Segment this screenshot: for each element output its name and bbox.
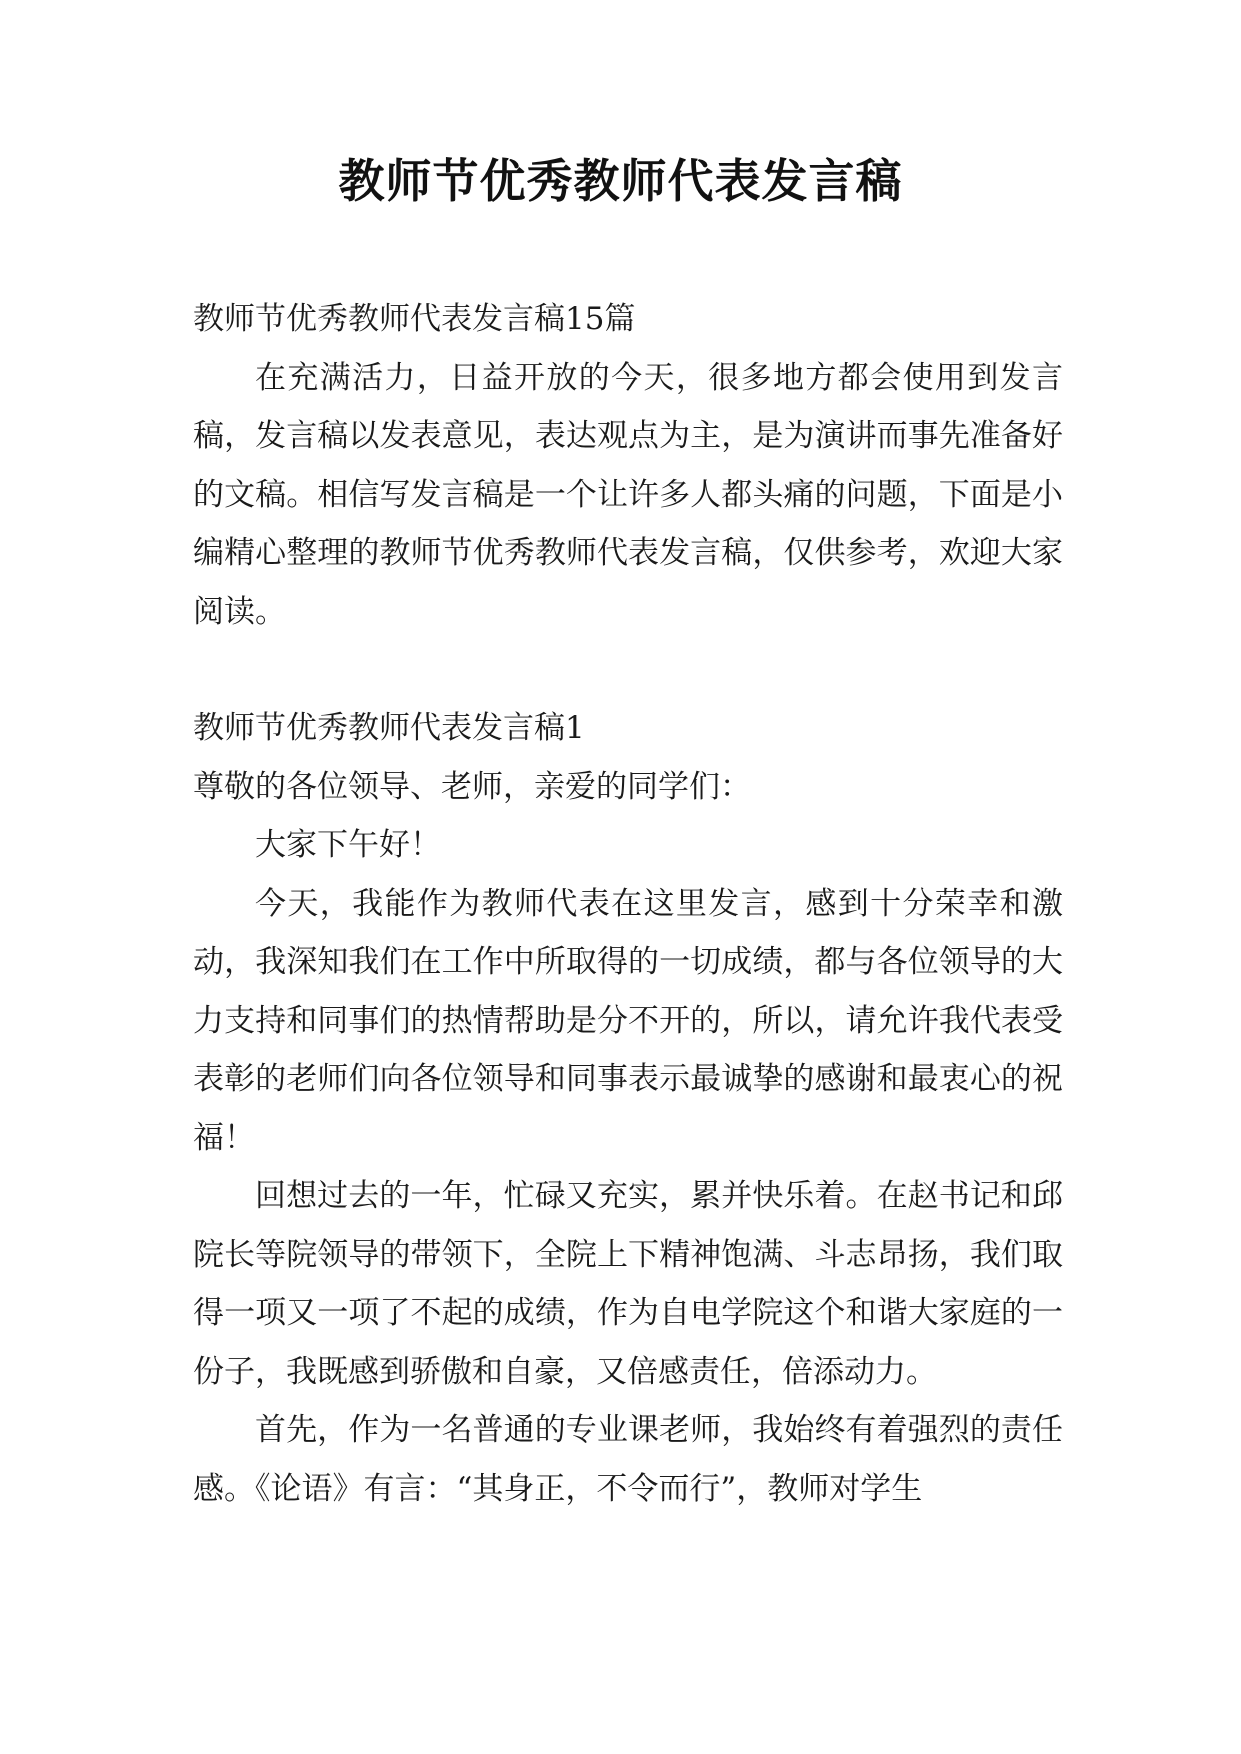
section-spacer: [193, 641, 1063, 699]
document-subtitle: 教师节优秀教师代表发言稿15篇: [193, 301, 636, 337]
body-paragraph: 回想过去的一年，忙碌又充实，累并快乐着。在赵书记和邱院长等院领导的带领下，全院上下精神饱满、斗志昂扬，我们取得一项又一项了不起的成绩，作为自电学院这个和谐大家庭的一份子，我既感到骄傲和自豪，又倍感责任，倍添动力。: [193, 1178, 1063, 1390]
salutation: 尊敬的各位领导、老师，亲爱的同学们：: [193, 768, 751, 805]
intro-paragraph: 在充满活力，日益开放的今天，很多地方都会使用到发言稿，发言稿以发表意见，表达观点为主，是为演讲而事先准备好的文稿。相信写发言稿是一个让许多人都头痛的问题，下面是小编精心整理的教师节优秀教师代表发言稿，仅供参考，欢迎大家阅读。: [193, 359, 1063, 630]
document-title: 教师节优秀教师代表发言稿: [338, 154, 903, 208]
body-paragraph: 今天，我能作为教师代表在这里发言，感到十分荣幸和激动，我深知我们在工作中所取得的一切成绩，都与各位领导的大力支持和同事们的热情帮助是分不开的，所以，请允许我代表受表彰的老师们向各位领导和同事表示最诚挚的感谢和最衷心的祝福！: [193, 885, 1063, 1156]
body-paragraph: 首先，作为一名普通的专业课老师，我始终有着强烈的责任感。《论语》有言：“其身正，不令而行”，教师对学生: [193, 1412, 1063, 1507]
document-body: [193, 290, 1063, 1518]
greeting: 大家下午好！: [255, 827, 441, 863]
section-heading: 教师节优秀教师代表发言稿1: [193, 710, 585, 746]
